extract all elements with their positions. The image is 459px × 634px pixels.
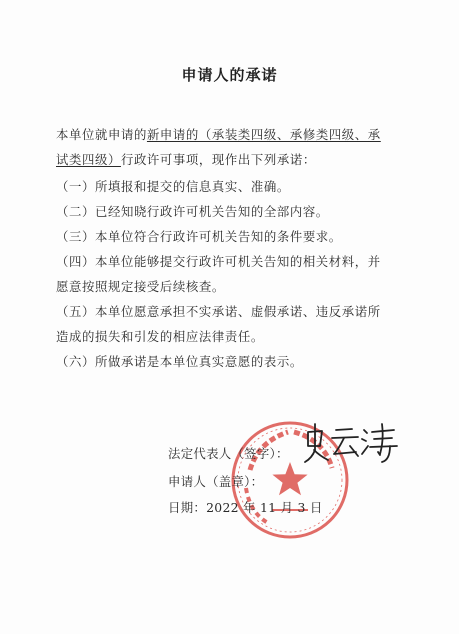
handwritten-signature <box>302 420 400 464</box>
legal-representative-label: 法定代表人（签字）： <box>168 446 289 461</box>
intro-underlined-scope-cont: 试类四级） <box>56 152 121 167</box>
document-title: 申请人的承诺 <box>181 66 278 84</box>
intro-prefix: 本单位就申请的 <box>56 127 147 142</box>
intro-line-1 <box>56 125 381 143</box>
intro-suffix: 行政许可事项，现作出下列承诺： <box>120 152 316 167</box>
commitment-item: （一）所填报和提交的信息真实、准确。 <box>56 179 290 194</box>
commitment-item-6: （六）所做承诺是本单位真实意愿的表示。 <box>56 354 303 369</box>
commitment-item-5-line-2: 造成的损失和引发的相应法律责任。 <box>56 329 264 344</box>
commitment-item-4-line-2: 愿意按照规定接受后续核查。 <box>56 279 225 294</box>
intro-line-2 <box>56 150 316 168</box>
applicant-seal-label: 申请人（盖章）： <box>168 474 264 489</box>
commitment-item: （三）本单位符合行政许可机关告知的条件要求。 <box>56 229 342 244</box>
date-label: 日期：2022 年 11 月 3 日 <box>168 500 323 515</box>
intro-underlined-scope: 新申请的（承装类四级、承修类四级、承 <box>146 127 381 142</box>
commitment-item-4-line-1: （四）本单位能够提交行政许可机关告知的相关材料，并 <box>56 254 381 269</box>
commitment-item: （二）已经知晓行政许可机关告知的全部内容。 <box>56 204 329 219</box>
commitment-item-5-line-1: （五）本单位愿意承担不实承诺、虚假承诺、违反承诺所 <box>56 304 381 319</box>
